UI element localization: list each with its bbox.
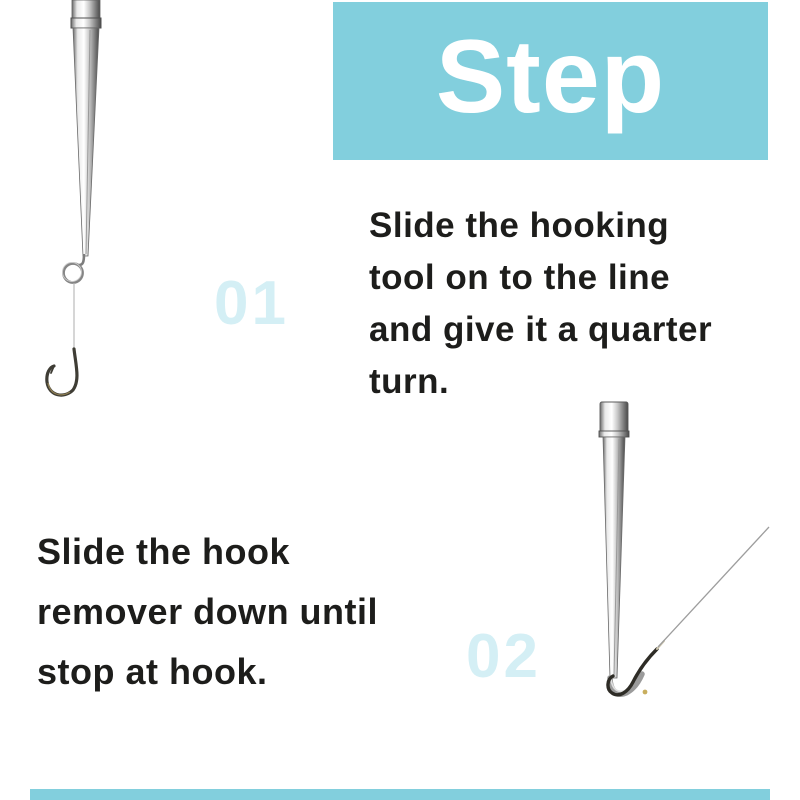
tool2-tapered-rod bbox=[603, 437, 625, 678]
instruction-line: remover down until bbox=[37, 591, 379, 632]
instruction-line: and give it a quarter bbox=[369, 310, 713, 349]
bottom-accent-bar bbox=[30, 789, 770, 800]
step-number-02: 02 bbox=[466, 622, 541, 691]
instruction-line: Slide the hook bbox=[37, 531, 291, 572]
tool2-cap-lip bbox=[599, 431, 629, 437]
tool1-collar bbox=[71, 18, 101, 28]
tool2-hook-point bbox=[643, 690, 648, 695]
tool1-shaft-top bbox=[72, 0, 100, 18]
step-2-instruction bbox=[37, 522, 378, 702]
step-banner bbox=[333, 2, 768, 160]
banner-title: Step bbox=[435, 18, 666, 135]
instruction-line: turn. bbox=[369, 362, 450, 401]
tool1-tapered-rod bbox=[73, 28, 99, 256]
step-number-01: 01 bbox=[214, 269, 289, 338]
instruction-line: tool on to the line bbox=[369, 258, 671, 297]
hook-remover-photo-1 bbox=[0, 0, 160, 410]
tool2-fishing-line bbox=[658, 527, 769, 647]
instruction-line: stop at hook. bbox=[37, 651, 268, 692]
step-1-instruction bbox=[369, 200, 712, 408]
instruction-line: Slide the hooking bbox=[369, 206, 670, 245]
hook-remover-photo-2 bbox=[560, 390, 800, 720]
